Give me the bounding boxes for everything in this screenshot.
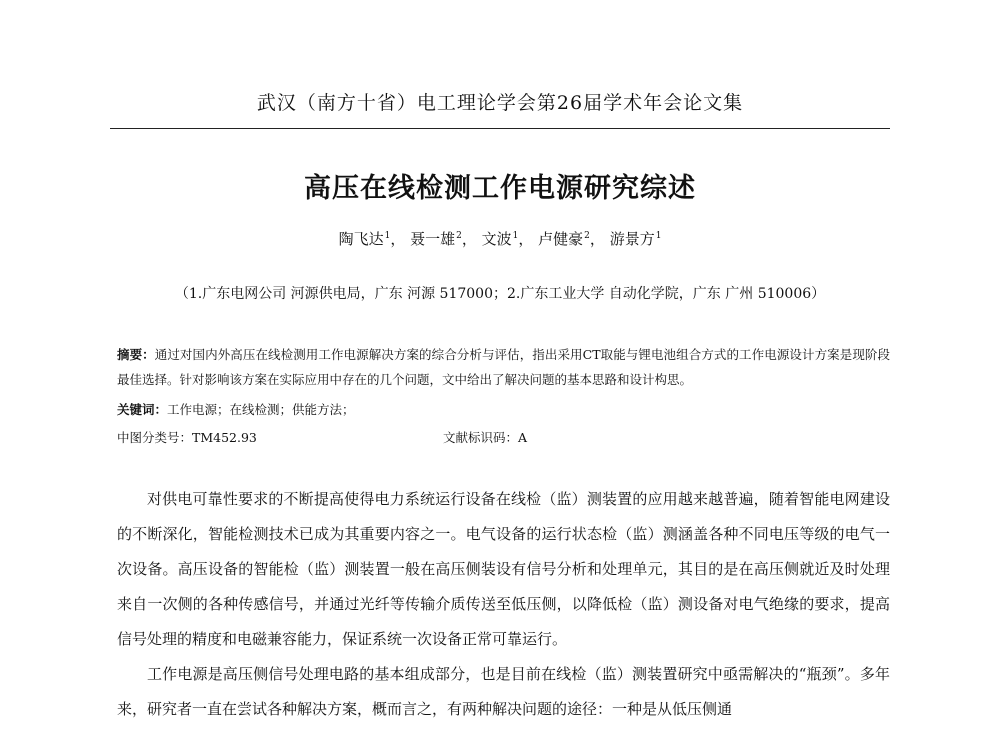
affiliation: （1.广东电网公司 河源供电局，广东 河源 517000；2.广东工业大学 自动化学院，广东 广州 510006） <box>174 286 826 302</box>
abstract <box>117 342 890 392</box>
abstract-text: 通过对国内外高压在线检测用工作电源解决方案的综合分析与评估，指出采用CT取能与锂电池组合方式的工作电源设计方案是现阶段最佳选择。针对影响该方案在实际应用中存在的几个问题，文中给出了解决问题的基本思路和设计构思。 <box>117 347 890 387</box>
classification-value: TM452.93 <box>192 430 257 445</box>
body-text <box>117 482 890 727</box>
abstract-label: 摘要： <box>117 347 155 362</box>
body-paragraph: 对供电可靠性要求的不断提高使得电力系统运行设备在线检（监）测装置的应用越来越普遍，随着智能电网建设的不断深化，智能检测技术已成为其重要内容之一。电气设备的运行状态检（监）测涵盖各种不同电压等级的电气一次设备。高压设备的智能检（监）测装置一般在高压侧装设有信号分析和处理单元，其目的是在高压侧就近及时处理来自一次侧的各种传感信号，并通过光纤等传输介质传送至低压侧，以降低检（监）测设备对电气绝缘的要求，提高信号处理的精度和电磁兼容能力，保证系统一次设备正常可靠运行。 <box>117 490 890 648</box>
classification-label: 中图分类号： <box>117 430 193 445</box>
classification-number <box>117 428 257 446</box>
author-affiliation-mark: 2 <box>584 231 590 241</box>
author-affiliation-mark: 2 <box>456 231 462 241</box>
author-affiliation-mark: 1 <box>512 231 519 241</box>
author-name: 游景方 <box>609 230 655 248</box>
journal-header: 武汉（南方十省）电工理论学会第26届学术年会论文集 <box>256 92 744 114</box>
keywords <box>117 400 355 418</box>
body-paragraph: 工作电源是高压侧信号处理电路的基本组成部分，也是目前在线检（监）测装置研究中亟需解决的“瓶颈”。多年来，研究者一直在尝试各种解决方案，概而言之，有两种解决问题的途径：一种是从低压侧通 <box>117 665 890 718</box>
author-name: 聂一雄 <box>410 230 456 248</box>
document-code <box>443 428 527 446</box>
keywords-label: 关键词： <box>117 402 168 417</box>
keywords-text: 工作电源；在线检测；供能方法； <box>167 402 355 417</box>
author-name: 陶飞达 <box>338 230 384 248</box>
author-list: 陶飞达$^1$， 聂一雄$^2$， 文波$^1$， 卢健豪$^2$， 游景方$^1$ <box>338 230 662 248</box>
author-name: 文波 <box>481 230 512 248</box>
paper-title: 高压在线检测工作电源研究综述 <box>304 173 696 204</box>
author-affiliation-mark: 1 <box>655 231 662 241</box>
author-affiliation-mark: 1 <box>384 231 391 241</box>
author-name: 卢健豪 <box>538 230 584 248</box>
header-rule <box>110 128 890 129</box>
document-code-label: 文献标识码： <box>443 430 519 445</box>
document-code-value: A <box>518 430 528 445</box>
